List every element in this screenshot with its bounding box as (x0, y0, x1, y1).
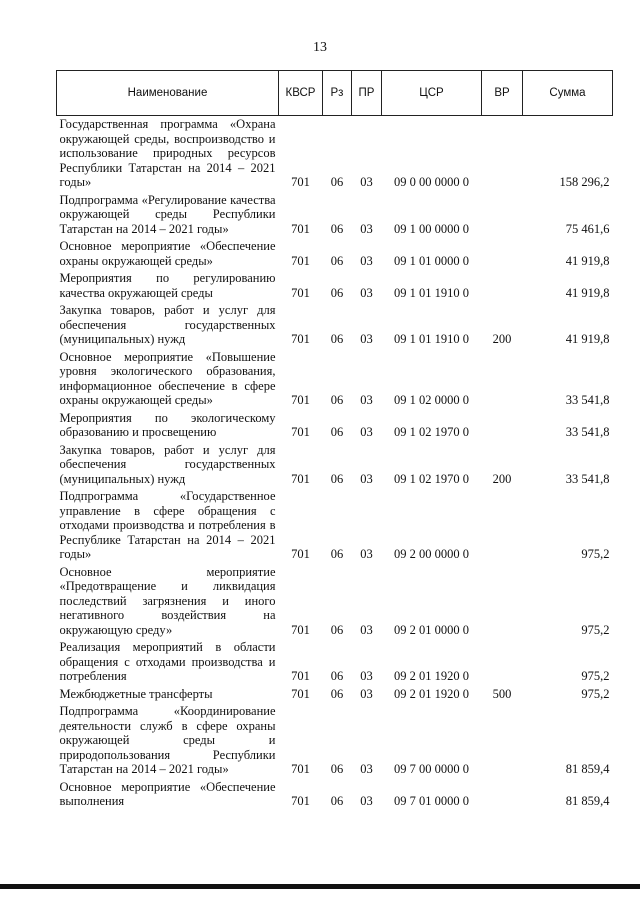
row-csr: 09 1 02 0000 0 (394, 393, 469, 407)
row-rz: 06 (330, 547, 344, 561)
row-rz: 06 (330, 175, 344, 189)
row-sum: 975,2 (581, 622, 610, 637)
header-sum: Сумма (523, 71, 613, 116)
row-sum: 975,2 (581, 669, 610, 683)
row-name: Основное мероприятие «Обеспечение выполнения (59, 779, 276, 808)
row-rz: 06 (330, 285, 344, 300)
table-body (57, 116, 613, 811)
row-pr: 03 (360, 221, 373, 236)
row-sum: 81 859,4 (565, 762, 610, 776)
table-row (57, 116, 613, 192)
row-kvsr: 701 (291, 175, 310, 189)
table-header-row (57, 71, 613, 116)
row-kvsr: 701 (291, 253, 310, 268)
table-row (57, 192, 613, 239)
table-row (57, 238, 613, 270)
row-sum: 75 461,6 (565, 221, 610, 236)
row-vr: 200 (492, 332, 512, 346)
header-pr: ПР (352, 71, 382, 116)
table-row (57, 302, 613, 349)
row-sum: 33 541,8 (565, 393, 610, 407)
table-row (57, 488, 613, 564)
row-pr: 03 (360, 332, 373, 346)
header-name: Наименование (57, 71, 279, 116)
row-vr (482, 488, 523, 564)
row-rz: 06 (330, 253, 344, 268)
row-pr: 03 (360, 393, 373, 407)
row-vr: 200 (492, 471, 512, 486)
row-name: Мероприятия по экологическому образованию и просвещению (59, 410, 276, 439)
table-row (57, 410, 613, 442)
row-kvsr: 701 (291, 425, 310, 439)
row-kvsr: 701 (291, 669, 310, 683)
row-vr (482, 779, 523, 811)
row-csr: 09 7 01 0000 0 (394, 794, 469, 808)
row-name: Основное мероприятие «Повышение уровня экологического образования, информационное обеспечение в сфере охраны окружающей среды» (59, 349, 276, 407)
row-sum: 41 919,8 (565, 285, 610, 300)
row-vr (482, 639, 523, 686)
row-rz: 06 (330, 471, 344, 486)
row-csr: 09 1 01 0000 0 (394, 253, 469, 268)
table-row (57, 564, 613, 640)
row-kvsr: 701 (291, 471, 310, 486)
row-pr: 03 (360, 175, 373, 189)
row-vr: 500 (492, 686, 512, 701)
row-rz: 06 (330, 425, 344, 439)
row-vr (482, 564, 523, 640)
row-rz: 06 (330, 762, 344, 776)
row-name: Подпрограмма «Регулирование качества окружающей среды Республики Татарстан на 2014 – 2021 годы» (59, 192, 276, 236)
table-row (57, 349, 613, 410)
budget-table (56, 70, 613, 811)
header-csr: ЦСР (382, 71, 482, 116)
row-rz: 06 (330, 669, 344, 683)
row-rz: 06 (330, 221, 344, 236)
row-pr: 03 (360, 622, 373, 637)
row-sum: 33 541,8 (565, 425, 610, 439)
row-csr: 09 1 00 0000 0 (394, 221, 469, 236)
table-row (57, 442, 613, 489)
row-sum: 41 919,8 (565, 253, 610, 268)
row-kvsr: 701 (291, 393, 310, 407)
row-csr: 09 2 01 1920 0 (394, 686, 469, 701)
row-pr: 03 (360, 471, 373, 486)
row-sum: 81 859,4 (565, 794, 610, 808)
row-vr (482, 192, 523, 239)
row-name: Подпрограмма «Государственное управление в сфере обращения с отходами производства и потребления в Республике Татарстан на 2014 – 2021 годы» (59, 489, 276, 561)
row-name: Подпрограмма «Координирование деятельности служб в сфере охраны окружающей среды и природопользования Республики Татарстан на 2014 – 2021 годы» (59, 704, 276, 776)
row-kvsr: 701 (291, 686, 310, 701)
row-rz: 06 (330, 686, 344, 701)
row-pr: 03 (360, 794, 373, 808)
row-pr: 03 (360, 425, 373, 439)
row-rz: 06 (330, 393, 344, 407)
table-row (57, 270, 613, 302)
row-vr (482, 349, 523, 410)
row-pr: 03 (360, 547, 373, 561)
row-csr: 09 1 02 1970 0 (394, 425, 469, 439)
header-rz: Рз (323, 71, 352, 116)
page-number: 13 (313, 40, 327, 55)
row-sum: 33 541,8 (565, 471, 610, 486)
row-name: Основное мероприятие «Предотвращение и ликвидация последствий загрязнения и иного негативного воздействия на окружающую среду» (59, 564, 276, 637)
row-name: Межбюджетные трансферты (59, 686, 213, 701)
row-pr: 03 (360, 669, 373, 683)
row-csr: 09 1 01 1910 0 (394, 332, 469, 346)
scan-edge-bar (0, 884, 640, 889)
header-vr: ВР (482, 71, 523, 116)
table-row (57, 686, 613, 704)
row-pr: 03 (360, 285, 373, 300)
row-kvsr: 701 (291, 762, 310, 776)
row-kvsr: 701 (291, 794, 310, 808)
row-csr: 09 2 01 1920 0 (394, 669, 469, 683)
row-vr (482, 410, 523, 442)
row-name: Государственная программа «Охрана окружающей среды, воспроизводство и использование природных ресурсов Республики Татарстан на 2014 – 2021 годы» (59, 117, 276, 189)
row-kvsr: 701 (291, 285, 310, 300)
row-rz: 06 (330, 794, 344, 808)
row-pr: 03 (360, 253, 373, 268)
row-vr (482, 238, 523, 270)
row-vr (482, 703, 523, 779)
row-sum: 158 296,2 (559, 175, 610, 189)
row-vr (482, 116, 523, 192)
table-row (57, 703, 613, 779)
header-kvsr: КВСР (279, 71, 323, 116)
row-name: Реализация мероприятий в области обращения с отходами производства и потребления (59, 640, 276, 683)
row-pr: 03 (360, 762, 373, 776)
row-name: Мероприятия по регулированию качества окружающей среды (59, 271, 276, 300)
row-name: Закупка товаров, работ и услуг для обеспечения государственных (муниципальных) нужд (59, 303, 276, 346)
row-sum: 975,2 (581, 547, 610, 561)
row-kvsr: 701 (291, 622, 310, 637)
row-csr: 09 1 01 1910 0 (394, 285, 469, 300)
row-csr: 09 2 00 0000 0 (394, 547, 469, 561)
row-kvsr: 701 (291, 547, 310, 561)
row-name: Закупка товаров, работ и услуг для обеспечения государственных (муниципальных) нужд (59, 442, 276, 486)
row-vr (482, 270, 523, 302)
row-sum: 975,2 (581, 686, 610, 701)
table-row (57, 639, 613, 686)
row-kvsr: 701 (291, 332, 310, 346)
row-csr: 09 2 01 0000 0 (394, 622, 469, 637)
row-rz: 06 (330, 622, 344, 637)
row-rz: 06 (330, 332, 344, 346)
row-csr: 09 1 02 1970 0 (394, 471, 469, 486)
row-kvsr: 701 (291, 221, 310, 236)
row-csr: 09 7 00 0000 0 (394, 762, 469, 776)
row-csr: 09 0 00 0000 0 (394, 175, 469, 189)
row-name: Основное мероприятие «Обеспечение охраны окружающей среды» (59, 239, 276, 268)
row-pr: 03 (360, 686, 373, 701)
row-sum: 41 919,8 (565, 332, 610, 346)
table-row (57, 779, 613, 811)
